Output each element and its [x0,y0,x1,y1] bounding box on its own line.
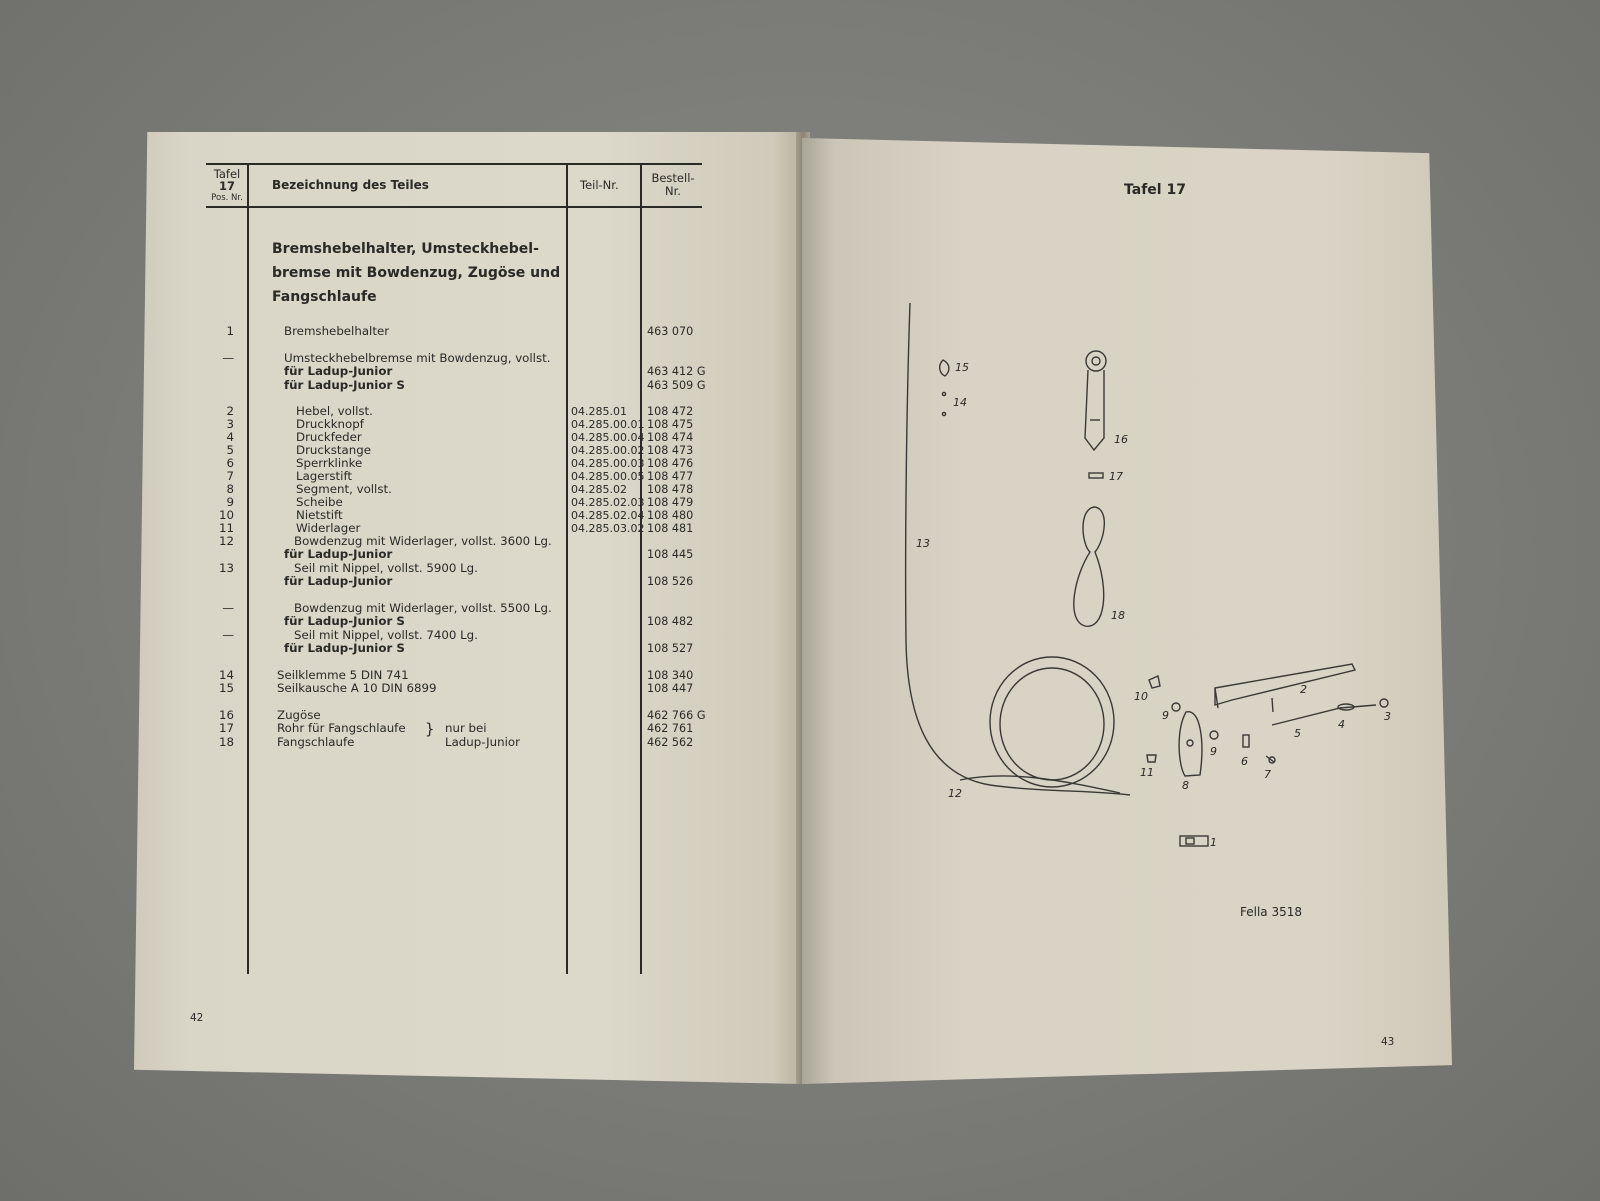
col-header-part: Teil-Nr. [580,178,619,192]
part-6-pawl-drawing [1243,735,1249,747]
row-pos: 8 [226,482,234,496]
fig-label-10: 10 [1134,690,1148,703]
figure-footer: Fella 3518 [1240,905,1303,919]
row-order-number: 463 509 G [647,379,706,392]
row-name: Umsteckhebelbremse mit Bowdenzug, vollst. [284,351,551,365]
cable-coil-12-drawing [990,657,1114,787]
part-16-eye-drawing [1086,351,1106,371]
tafel-number: 17 [218,179,235,193]
row-order-number: 108 473 [647,444,694,457]
row-pos: 6 [226,456,234,470]
page-number-left: 42 [190,1012,204,1024]
row-order-number: 108 476 [647,457,694,470]
fig-label-4: 4 [1338,718,1345,731]
fig-label-7: 7 [1264,768,1271,781]
part-11-bearing-drawing [1147,755,1156,762]
row-order-number: 108 445 [647,548,694,561]
row-pos: 12 [218,534,234,548]
row-pos: 13 [218,561,234,575]
row-pos: 15 [218,681,234,695]
row-part-number: 04.285.02.04 [571,509,645,522]
row-part-number: 04.285.00.02 [571,444,645,457]
row-name: für Ladup-Junior S [284,378,405,392]
fig-label-12: 12 [948,787,962,800]
col-header-name: Bezeichnung des Teiles [272,178,429,192]
row-name: für Ladup-Junior [284,364,393,378]
row-name: für Ladup-Junior S [284,641,405,655]
row-order-number: 463 070 [647,325,694,338]
row-order-number: 462 761 [647,722,694,735]
part-10-rivet-drawing [1149,676,1160,688]
fig-label-9b: 9 [1210,745,1217,758]
row-order-number: 108 447 [647,682,694,695]
row-order-number: 108 482 [647,615,694,628]
fig-label-17: 17 [1109,470,1123,483]
row-name: für Ladup-Junior [284,547,393,561]
row-name: Bowdenzug mit Widerlager, vollst. 3600 Lg. [294,534,552,548]
col-header-order-1: Bestell- [651,171,695,185]
fig-label-5: 5 [1294,727,1301,740]
row-name: Sperrklinke [296,456,363,470]
row-pos: 3 [226,417,234,431]
row-part-number: 04.285.00.01 [571,418,645,431]
brace-symbol: } [425,720,435,738]
row-pos: 10 [218,508,234,522]
fig-label-11: 11 [1140,766,1154,779]
row-name: Lagerstift [296,469,353,483]
section-title-line-1: Bremshebelhalter, Umsteckhebel- [272,241,539,257]
row-pos: — [222,351,234,365]
section-title-line-3: Fangschlaufe [272,289,377,305]
row-name: Bowdenzug mit Widerlager, vollst. 5500 Lg. [294,601,552,615]
brace-note-1: nur bei [445,721,487,735]
fig-label-3: 3 [1384,710,1391,723]
row-part-number: 04.285.02.03 [571,496,645,509]
row-name: Widerlager [296,521,361,535]
row-order-number: 108 475 [647,418,694,431]
fig-label-13: 13 [916,537,930,550]
row-part-number: 04.285.00.03 [571,457,645,470]
row-pos: 16 [218,708,234,722]
row-name: Seilklemme 5 DIN 741 [277,668,409,682]
row-pos: 5 [226,443,234,457]
row-order-number: 108 478 [647,483,694,496]
row-order-number: 108 526 [647,575,694,588]
row-part-number: 04.285.00.05 [571,470,645,483]
row-name: Fangschlaufe [277,735,355,749]
part-4-rod-drawing [1272,705,1376,725]
row-order-number: 108 527 [647,642,694,655]
part-2-lever-drawing [1215,664,1355,705]
row-order-number: 462 766 G [647,709,706,722]
part-9-washer-drawing [1172,703,1180,711]
figure-title: Tafel 17 [1124,182,1186,198]
row-name: Druckfeder [296,430,362,444]
fig-label-2: 2 [1300,683,1307,696]
row-name: Segment, vollst. [296,482,392,496]
row-name: für Ladup-Junior [284,574,393,588]
part-17-tube-drawing [1089,473,1103,478]
row-pos: 7 [226,469,234,483]
row-name: Seil mit Nippel, vollst. 7400 Lg. [294,628,478,642]
row-part-number: 04.285.01 [571,405,627,418]
row-pos: 1 [226,324,234,338]
row-name: Scheibe [296,495,343,509]
row-order-number: 108 479 [647,496,694,509]
row-pos: 11 [218,521,234,535]
row-name: Bremshebelhalter [284,324,390,338]
fig-label-8: 8 [1182,779,1189,792]
page-number-right: 43 [1381,1036,1395,1048]
fig-label-18: 18 [1111,609,1125,622]
pos-label: Pos. Nr. [211,193,243,203]
row-order-number: 108 481 [647,522,694,535]
part-18-sling-drawing [1074,507,1105,626]
row-pos: 4 [226,430,234,444]
row-name: für Ladup-Junior S [284,614,405,628]
row-name: Nietstift [296,508,343,522]
row-pos: 18 [218,735,234,749]
row-part-number: 04.285.03.02 [571,522,645,535]
row-name: Hebel, vollst. [296,404,373,418]
row-order-number: 108 472 [647,405,694,418]
row-pos: 9 [226,495,234,509]
row-part-number: 04.285.00.04 [571,431,645,444]
row-order-number: 108 477 [647,470,694,483]
row-order-number: 462 562 [647,736,694,749]
row-pos: 14 [218,668,234,682]
row-name: Druckstange [296,443,371,457]
row-order-number: 108 340 [647,669,694,682]
row-order-number: 463 412 G [647,365,706,378]
row-name: Druckknopf [296,417,364,431]
row-pos: 2 [226,404,234,418]
row-name: Rohr für Fangschlaufe [277,721,406,735]
row-pos: — [222,628,234,642]
fig-label-14: 14 [953,396,967,409]
section-title-line-2: bremse mit Bowdenzug, Zugöse und [272,265,561,281]
part-15-thimble-drawing [940,360,949,376]
row-name: Seilkausche A 10 DIN 6899 [277,681,437,695]
row-order-number: 108 474 [647,431,694,444]
fig-label-16: 16 [1114,433,1128,446]
row-part-number: 04.285.02 [571,483,627,496]
brace-note-2: Ladup-Junior [445,735,520,749]
row-pos: — [222,601,234,615]
col-header-order-2: Nr. [665,184,681,198]
part-14-clamp-drawing [942,392,945,395]
row-pos: 17 [218,721,234,735]
row-name: Zugöse [277,708,321,722]
fig-label-1: 1 [1210,836,1217,849]
fig-label-6: 6 [1241,755,1248,768]
fig-label-9a: 9 [1162,709,1169,722]
part-8-segment-drawing [1179,712,1202,776]
row-name: Seil mit Nippel, vollst. 5900 Lg. [294,561,478,575]
part-3-knob-drawing [1380,699,1388,707]
tafel-label: Tafel [213,167,241,181]
fig-label-15: 15 [955,361,969,374]
row-order-number: 108 480 [647,509,694,522]
